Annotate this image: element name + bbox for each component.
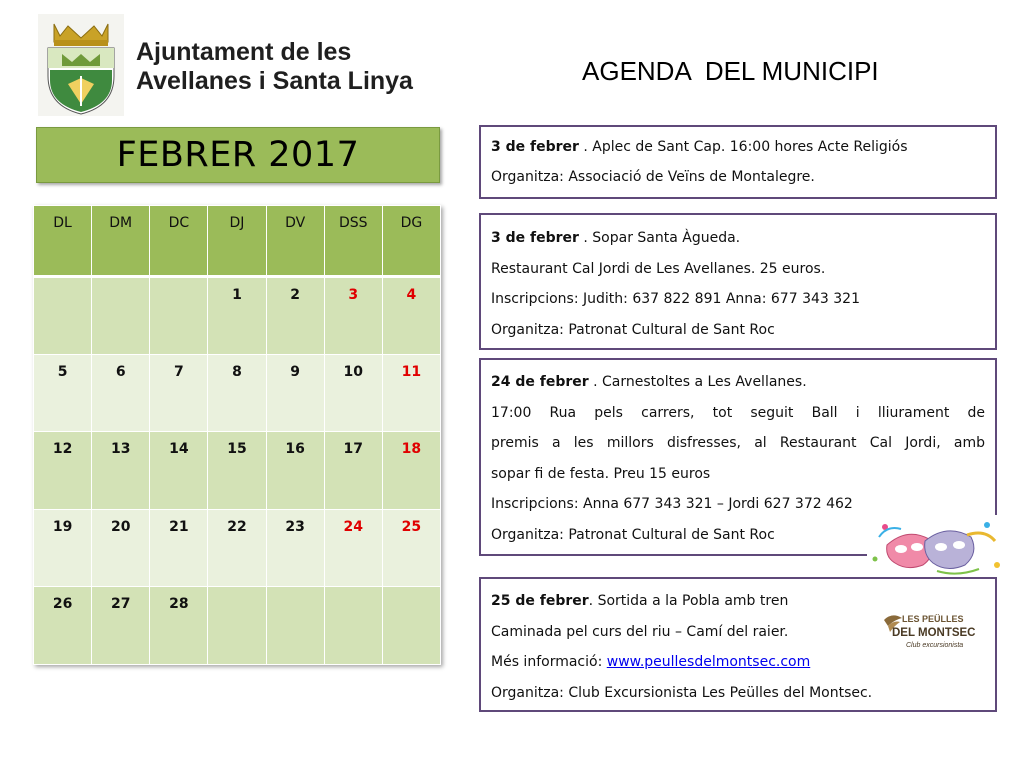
club-excursionista-logo <box>880 610 980 656</box>
day-cell: 1 <box>208 277 266 355</box>
day-cell: 23 <box>266 509 324 587</box>
weekday-header: DV <box>266 206 324 277</box>
club-logo-line2: DEL MONTSEC <box>892 627 976 639</box>
weekday-header: DJ <box>208 206 266 277</box>
month-title: FEBRER 2017 <box>116 135 360 175</box>
event-date: 25 de febrer <box>491 593 589 609</box>
municipal-coat-of-arms-logo <box>38 14 124 116</box>
event-line: Inscripcions: Anna 677 343 321 – Jordi 627 372 462 <box>491 496 853 512</box>
calendar-week-row <box>34 587 441 665</box>
event-description-line: sopar fi de festa. Preu 15 euros <box>491 465 711 482</box>
org-name-line2: Avellanes i Santa Linya <box>136 67 413 95</box>
day-cell-highlighted: 3 <box>324 277 382 355</box>
day-cell <box>208 587 266 665</box>
calendar-week-row <box>34 509 441 587</box>
day-cell-highlighted: 11 <box>382 354 440 432</box>
event-card <box>479 213 997 350</box>
day-cell: 6 <box>92 354 150 432</box>
agenda-title: AGENDA DEL MUNICIPI <box>582 56 879 86</box>
event-line: Caminada pel curs del riu – Camí del raier. <box>491 623 789 640</box>
day-cell <box>34 277 92 355</box>
weekday-header: DSS <box>324 206 382 277</box>
event-description-line: 17:00 Rua pels carrers, tot seguit Ball i lliurament de <box>491 404 985 421</box>
calendar-week-row <box>34 277 441 355</box>
day-cell: 26 <box>34 587 92 665</box>
event-line: Organitza: Associació de Veïns de Montalegre. <box>491 169 815 185</box>
day-cell: 9 <box>266 354 324 432</box>
day-cell <box>324 587 382 665</box>
day-cell: 7 <box>150 354 208 432</box>
event-line: Organitza: Patronat Cultural de Sant Roc <box>491 321 775 338</box>
day-cell: 19 <box>34 509 92 587</box>
event-heading <box>491 223 985 254</box>
info-label: Més informació: <box>491 654 607 670</box>
event-line: Organitza: Patronat Cultural de Sant Roc <box>491 526 775 543</box>
day-cell: 2 <box>266 277 324 355</box>
day-cell: 16 <box>266 432 324 510</box>
day-cell: 8 <box>208 354 266 432</box>
event-title: . Aplec de Sant Cap. 16:00 hores Acte Religiós <box>578 139 908 155</box>
day-cell: 14 <box>150 432 208 510</box>
day-cell: 22 <box>208 509 266 587</box>
day-cell-highlighted: 25 <box>382 509 440 587</box>
event-line: Restaurant Cal Jordi de Les Avellanes. 25 euros. <box>491 260 826 277</box>
day-cell <box>92 277 150 355</box>
day-cell: 5 <box>34 354 92 432</box>
day-cell: 17 <box>324 432 382 510</box>
weekday-header-row <box>34 206 441 277</box>
day-cell: 27 <box>92 587 150 665</box>
month-banner <box>36 127 440 183</box>
day-cell: 13 <box>92 432 150 510</box>
weekday-header: DM <box>92 206 150 277</box>
day-cell-highlighted: 18 <box>382 432 440 510</box>
carnival-masks-image <box>867 515 1007 581</box>
org-name-line1: Ajuntament de les <box>136 38 352 66</box>
day-cell: 15 <box>208 432 266 510</box>
day-cell <box>266 587 324 665</box>
calendar-grid <box>33 205 441 665</box>
calendar-week-row <box>34 354 441 432</box>
day-cell: 20 <box>92 509 150 587</box>
day-cell: 10 <box>324 354 382 432</box>
day-cell: 12 <box>34 432 92 510</box>
calendar-week-row <box>34 432 441 510</box>
event-heading <box>491 367 985 398</box>
municipality-name <box>136 38 413 96</box>
event-line: Inscripcions: Judith: 637 822 891 Anna: 677 343 321 <box>491 291 860 307</box>
event-title: . Carnestoltes a Les Avellanes. <box>588 374 807 390</box>
event-date: 24 de febrer <box>491 374 589 390</box>
event-title: . Sopar Santa Àgueda. <box>578 230 741 246</box>
weekday-header: DG <box>382 206 440 277</box>
event-date: 3 de febrer <box>491 230 579 246</box>
club-website-link[interactable]: www.peullesdelmontsec.com <box>606 654 811 670</box>
event-heading <box>491 132 985 162</box>
day-cell <box>150 277 208 355</box>
club-logo-line1: LES PEÜLLES <box>902 614 964 624</box>
event-description-line: premis a les millors disfresses, al Restaurant Cal Jordi, amb <box>491 435 985 451</box>
day-cell <box>382 587 440 665</box>
day-cell: 28 <box>150 587 208 665</box>
day-cell: 21 <box>150 509 208 587</box>
weekday-header: DC <box>150 206 208 277</box>
event-card <box>479 125 997 199</box>
event-title: . Sortida a la Pobla amb tren <box>588 593 789 609</box>
day-cell-highlighted: 4 <box>382 277 440 355</box>
event-date: 3 de febrer <box>491 139 579 155</box>
calendar-table <box>33 205 441 665</box>
club-logo-line3: Club excursionista <box>906 642 964 649</box>
weekday-header: DL <box>34 206 92 277</box>
day-cell-highlighted: 24 <box>324 509 382 587</box>
event-line: Organitza: Club Excursionista Les Peülles del Montsec. <box>491 684 873 701</box>
